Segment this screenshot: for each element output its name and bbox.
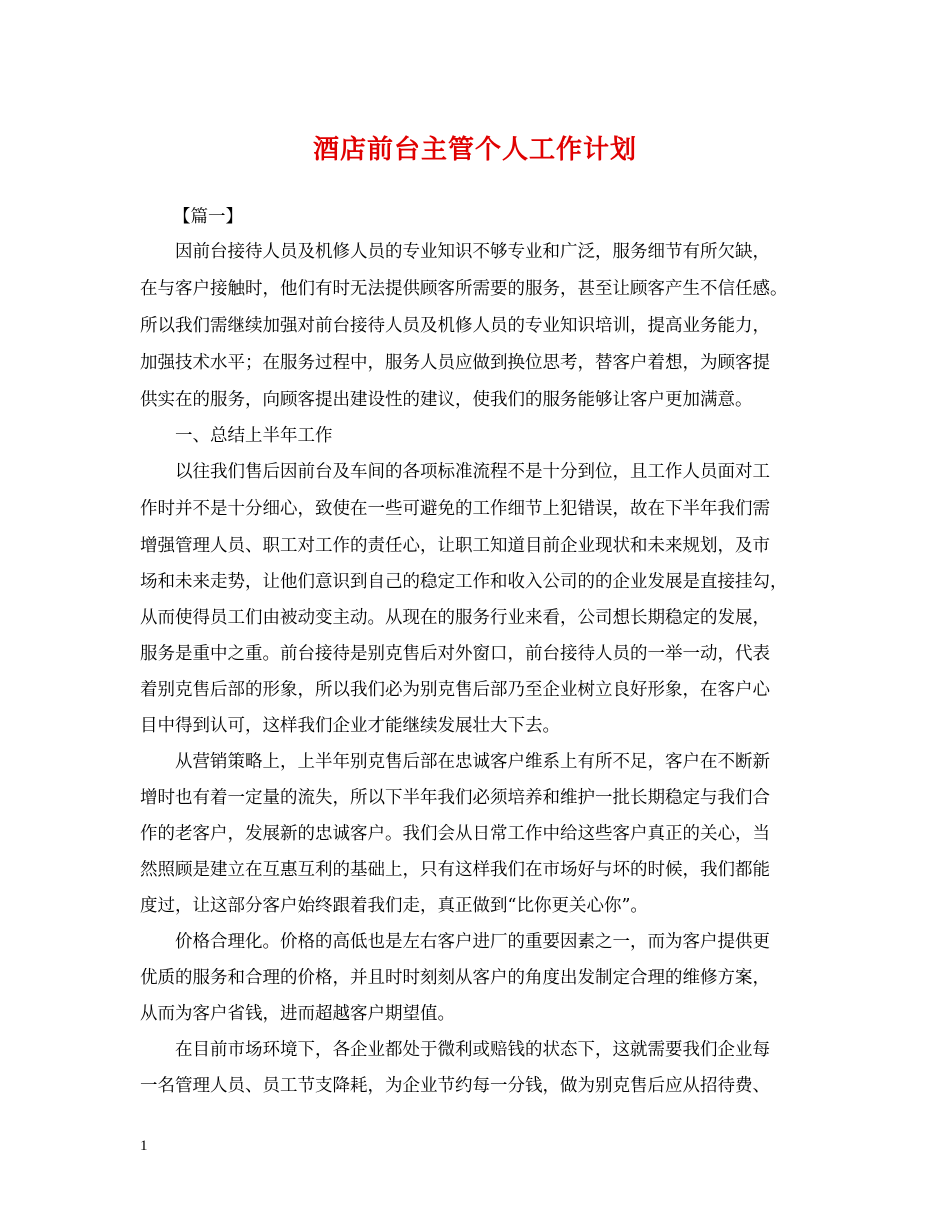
paragraph-line: 从而为客户省钱，进而超越客户期望值。	[140, 1004, 455, 1024]
paragraph-line: 增时也有着一定量的流失，所以下半年我们必须培养和维护一批长期稳定与我们合	[140, 788, 770, 808]
paragraph-line: 加强技术水平；在服务过程中，服务人员应做到换位思考，替客户着想，为顾客提	[140, 353, 770, 373]
paragraph-line: 增强管理人员、职工对工作的责任心，让职工知道目前企业现状和未来规划，及市	[140, 536, 770, 556]
paragraph-line: 价格合理化。价格的高低也是左右客户进厂的重要因素之一，而为客户提供更	[175, 932, 770, 952]
paragraph-line: 以往我们售后因前台及车间的各项标准流程不是十分到位，且工作人员面对工	[175, 462, 770, 482]
paragraph-line: 着别克售后部的形象，所以我们必为别克售后部乃至企业树立良好形象，在客户心	[140, 680, 770, 700]
paragraph-line: 在目前市场环境下，各企业都处于微利或赔钱的状态下，这就需要我们企业每	[175, 1040, 770, 1060]
paragraph-line: 一名管理人员、员工节支降耗，为企业节约每一分钱，做为别克售后应从招待费、	[140, 1076, 770, 1096]
document-title: 酒店前台主管个人工作计划	[312, 135, 637, 165]
paragraph-line: 场和未来走势，让他们意识到自己的稳定工作和收入公司的的企业发展是直接挂勾，	[140, 572, 788, 592]
paragraph-line: 作的老客户，发展新的忠诚客户。我们会从日常工作中给这些客户真正的关心，当	[140, 824, 770, 844]
section-heading: 一、总结上半年工作	[175, 426, 333, 446]
page-number: 1	[140, 1138, 148, 1154]
paragraph-line: 在与客户接触时，他们有时无法提供顾客所需要的服务，甚至让顾客产生不信任感。	[140, 279, 788, 299]
paragraph-line: 目中得到认可，这样我们企业才能继续发展壮大下去。	[140, 716, 560, 736]
section-label: 【篇一】	[173, 207, 243, 227]
paragraph-line: 供实在的服务，向顾客提出建设性的建议，使我们的服务能够让客户更加满意。	[140, 390, 753, 410]
paragraph-line: 所以我们需继续加强对前台接待人员及机修人员的专业知识培训，提高业务能力，	[140, 316, 770, 336]
paragraph-line: 度过，让这部分客户始终跟着我们走，真正做到“比你更关心你”。	[140, 896, 648, 916]
paragraph-line: 从而使得员工们由被动变主动。从现在的服务行业来看，公司想长期稳定的发展，	[140, 608, 770, 628]
paragraph-line: 然照顾是建立在互惠互利的基础上，只有这样我们在市场好与坏的时候，我们都能	[140, 860, 770, 880]
paragraph-line: 作时并不是十分细心，致使在一些可避免的工作细节上犯错误，故在下半年我们需	[140, 499, 770, 519]
paragraph-line: 服务是重中之重。前台接待是别克售后对外窗口，前台接待人员的一举一动，代表	[140, 644, 770, 664]
paragraph-line: 从营销策略上，上半年别克售后部在忠诚客户维系上有所不足，客户在不断新	[175, 752, 770, 772]
paragraph-line: 优质的服务和合理的价格，并且时时刻刻从客户的角度出发制定合理的维修方案，	[140, 968, 770, 988]
paragraph-line: 因前台接待人员及机修人员的专业知识不够专业和广泛，服务细节有所欠缺，	[175, 242, 770, 262]
